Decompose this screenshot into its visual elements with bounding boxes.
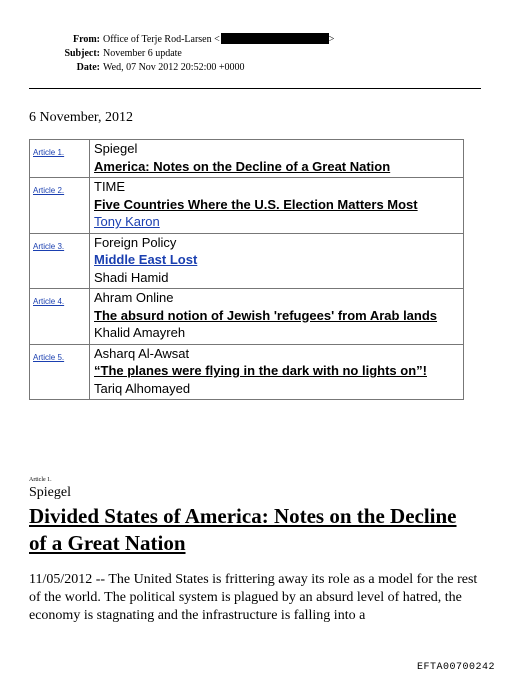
table-row — [30, 178, 464, 234]
table-row — [30, 140, 464, 178]
from-value: Office of Terje Rod-Larsen < — [103, 34, 220, 45]
article-source: Ahram Online — [94, 290, 174, 305]
table-row — [30, 344, 464, 400]
article-title-link[interactable]: America: Notes on the Decline of a Great Nation — [94, 158, 391, 174]
table-row — [30, 233, 464, 289]
article-heading: Divided States of America: Notes on the Decline of a Great Nation — [29, 504, 457, 555]
subject-row — [0, 47, 512, 61]
article-author: Shadi Hamid — [94, 269, 169, 285]
article-2-link[interactable]: Article 2. — [33, 186, 65, 195]
table-of-contents — [29, 139, 464, 400]
header-divider — [29, 88, 481, 89]
date-value: Wed, 07 Nov 2012 20:52:00 +0000 — [103, 62, 245, 73]
article-source: TIME — [94, 179, 126, 194]
article-author: Khalid Amayreh — [94, 325, 186, 340]
article-source: Asharq Al-Awsat — [94, 345, 190, 361]
article-source: Spiegel — [94, 141, 138, 156]
article-label: Article 1. — [29, 477, 52, 483]
article-4-link[interactable]: Article 4. — [33, 297, 65, 306]
subject-label: Subject: — [64, 48, 100, 59]
from-row — [0, 33, 512, 47]
article-author-link[interactable]: Tony Karon — [94, 214, 160, 229]
article-source-name: Spiegel — [29, 485, 71, 500]
article-title-link[interactable]: Middle East Lost — [94, 252, 198, 267]
from-suffix: > — [328, 34, 335, 45]
table-row — [30, 289, 464, 345]
article-1-link[interactable]: Article 1. — [33, 148, 65, 157]
article-body: 11/05/2012 -- The United States is frittering away its role as a model for the rest of the world. The political system is plagued by an absurd level of hatred, the economy is stagnating and the infrastructure is falling into a — [29, 572, 478, 623]
subject-value: November 6 update — [103, 48, 182, 59]
date-row — [0, 61, 512, 75]
article-source: Foreign Policy — [94, 234, 177, 250]
document-date: 6 November, 2012 — [29, 110, 134, 125]
article-title-link[interactable]: “The planes were flying in the dark with no lights on”! — [94, 363, 427, 378]
article-5-link[interactable]: Article 5. — [33, 352, 65, 362]
document-id: EFTA00700242 — [417, 662, 496, 673]
article-3-link[interactable]: Article 3. — [33, 241, 65, 251]
article-title-link[interactable]: The absurd notion of Jewish 'refugees' from Arab lands — [94, 307, 438, 323]
date-label: Date: — [76, 62, 100, 73]
article-author: Tariq Alhomayed — [94, 380, 191, 396]
article-title-link[interactable]: Five Countries Where the U.S. Election Matters Most — [94, 196, 418, 212]
from-label: From: — [72, 34, 100, 45]
redaction-bar — [221, 33, 329, 44]
